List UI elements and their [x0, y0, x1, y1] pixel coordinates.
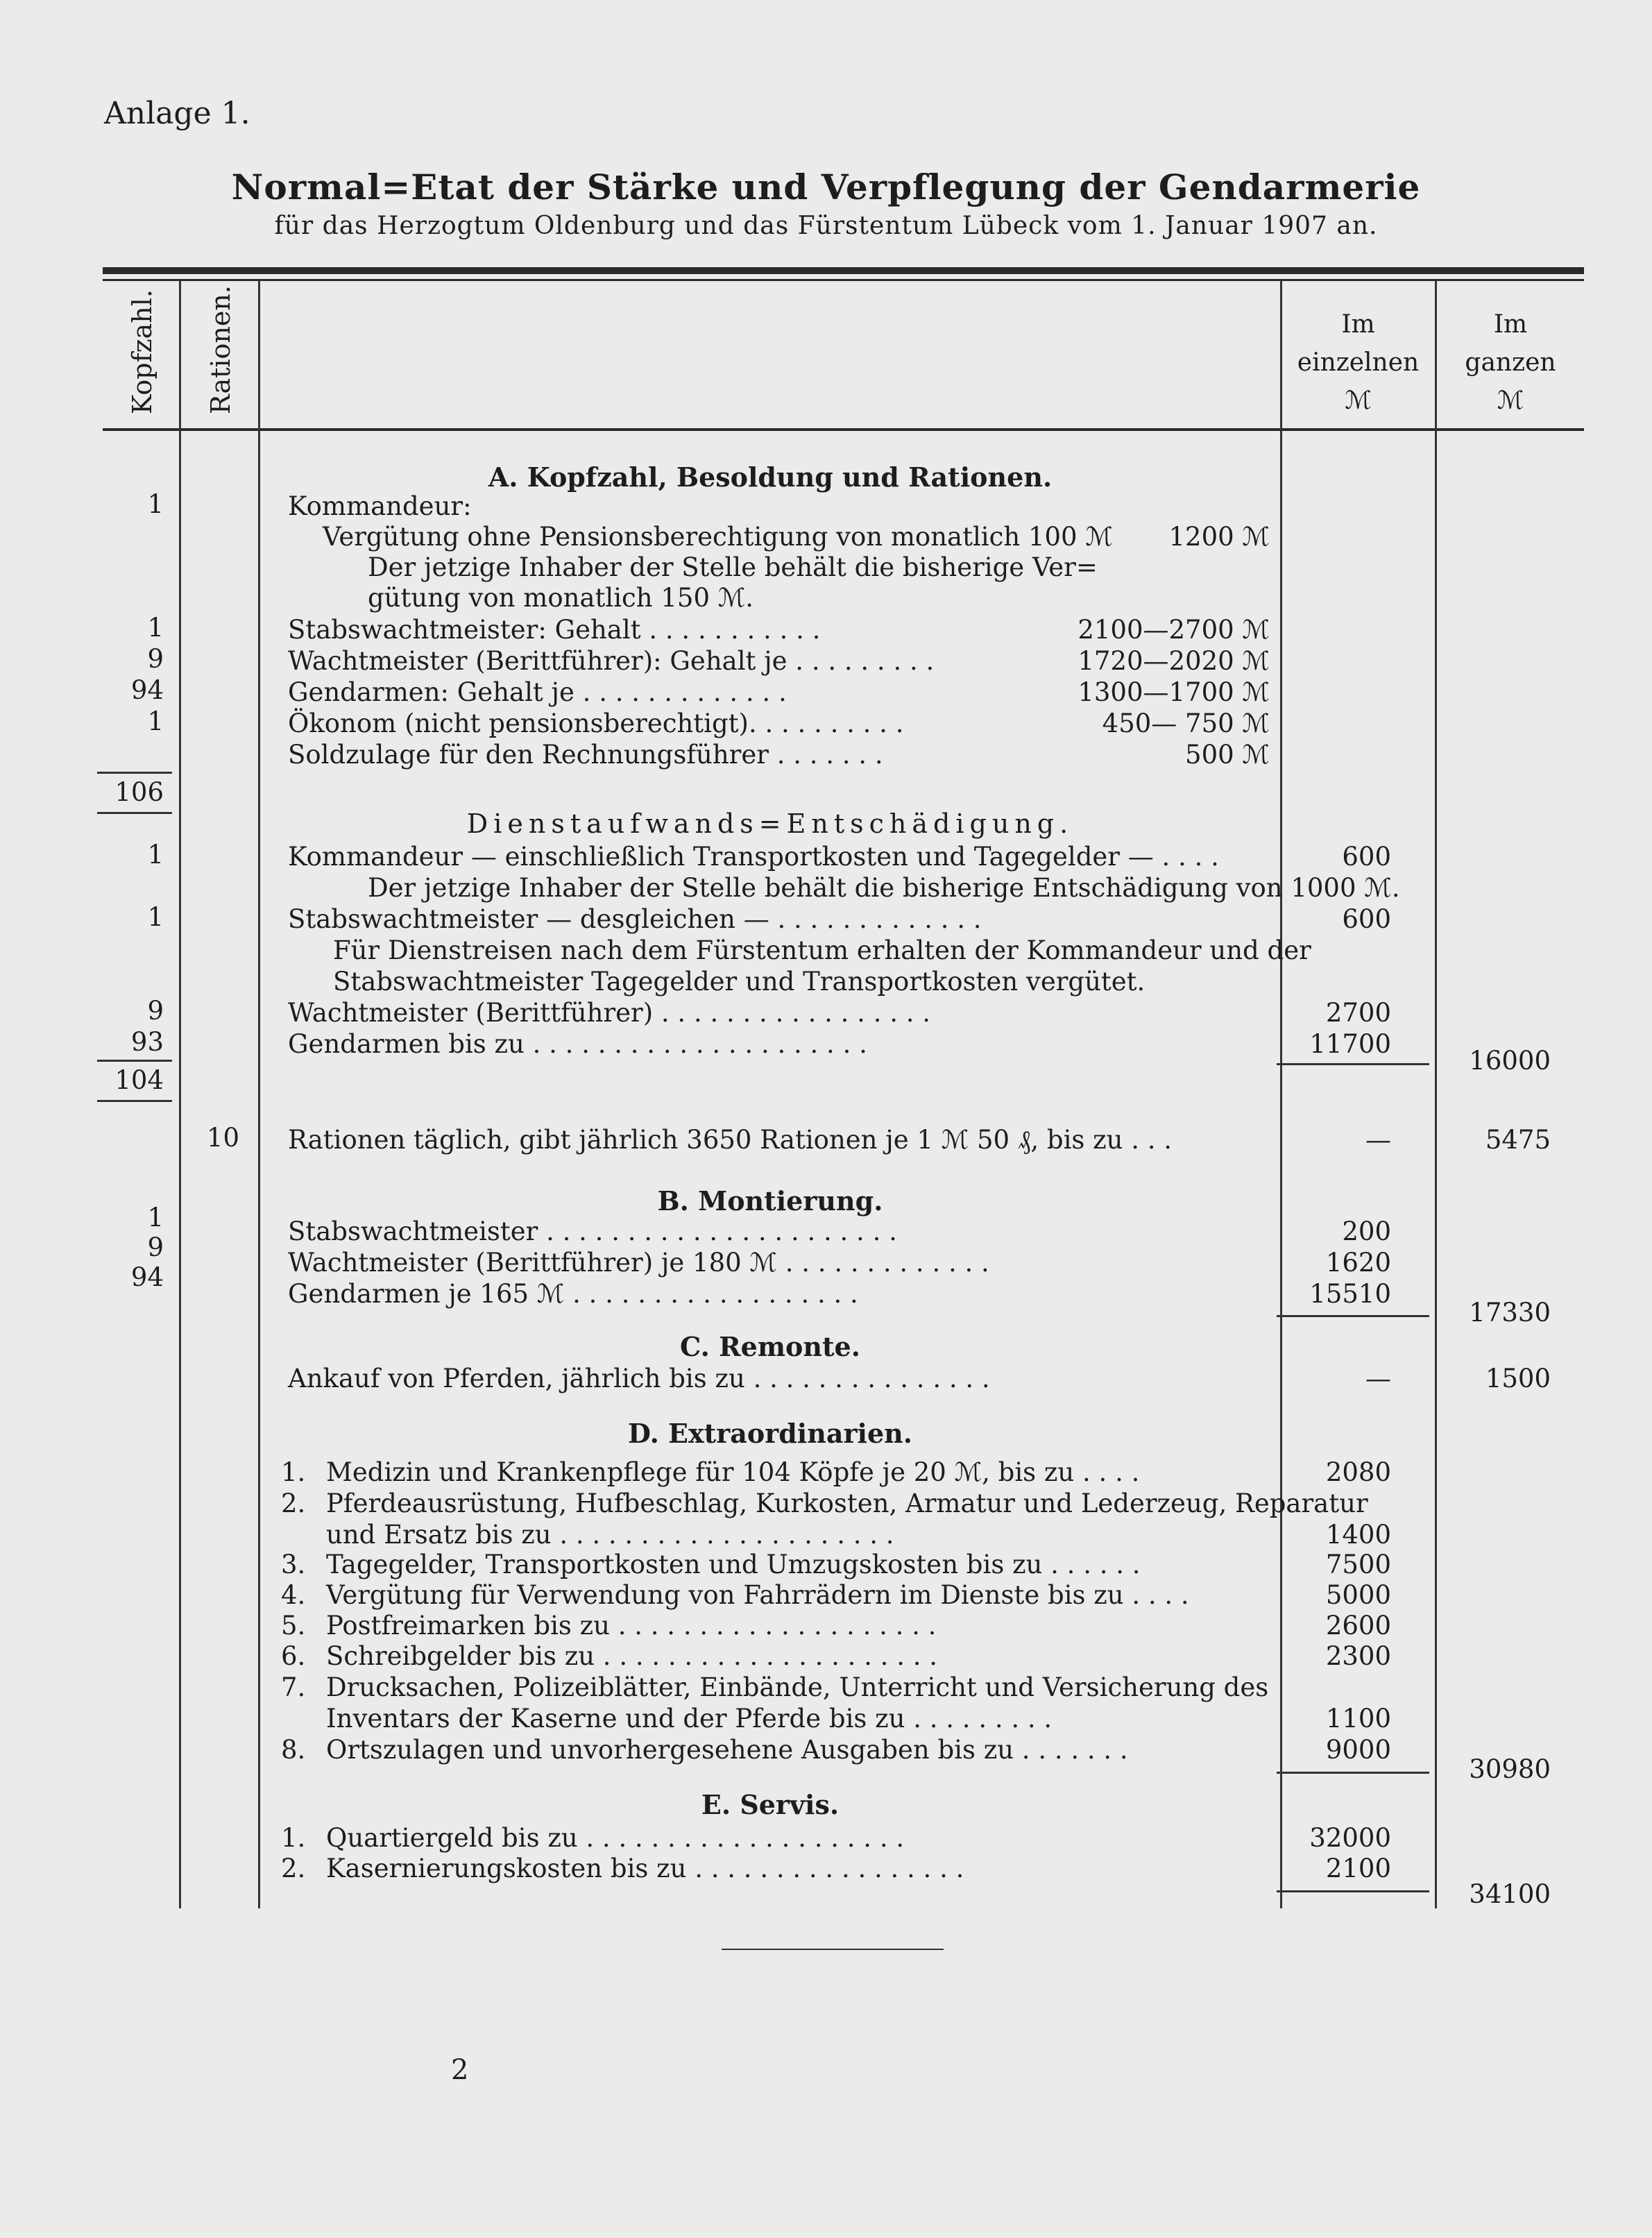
col-divider-4 — [1435, 281, 1437, 1908]
extra-7-label: Drucksachen, Polizeiblätter, Einbände, Unterricht und Versicherung des — [326, 1672, 1269, 1702]
section-d-heading: D. Extraordinarien. — [628, 1418, 912, 1449]
col-divider-2 — [258, 281, 260, 1908]
kommandeur-verguetung: Vergütung ohne Pensionsberechtigung von monatlich 100 ℳ — [323, 522, 1113, 552]
header-ganzen — [1438, 305, 1583, 420]
header-ganzen-line1: Im — [1493, 310, 1528, 339]
rationen-label: Rationen täglich, gibt jährlich 3650 Rationen je 1 ℳ 50 ₰, bis zu . . . — [288, 1125, 1173, 1155]
stabswachtmeister-kopfzahl: 1 — [147, 613, 164, 643]
stabswachtmeister-amount: 2100—2700 ℳ — [1078, 615, 1270, 645]
dienst-wacht-amount: 2700 — [1325, 998, 1391, 1028]
dienst-wacht-label: Wachtmeister (Berittführer) . . . . . . . . . . . . . . . . . — [288, 998, 931, 1028]
top-rule-thick — [103, 267, 1584, 274]
soldzulage-amount: 500 ℳ — [1185, 740, 1270, 770]
section-a-total: 16000 — [1469, 1046, 1551, 1076]
extra-2-num: 2. — [281, 1489, 306, 1518]
dienst-sum-rule — [1277, 1063, 1429, 1065]
oekonom-amount: 450— 750 ℳ — [1102, 709, 1270, 738]
dienst-stabs-kopfzahl: 1 — [147, 902, 164, 932]
remonte-label: Ankauf von Pferden, jährlich bis zu . . . . . . . . . . . . . . . — [288, 1364, 990, 1393]
extra-3-num: 3. — [281, 1550, 306, 1579]
dienst-kommandeur-kopfzahl: 1 — [147, 840, 164, 870]
montierung-wacht-amount: 1620 — [1325, 1248, 1391, 1278]
stabswachtmeister-label: Stabswachtmeister: Gehalt . . . . . . . . . . . — [288, 615, 821, 645]
page-number: 2 — [451, 2054, 469, 2086]
top-rule-thin — [103, 279, 1584, 281]
wachtmeister-amount: 1720—2020 ℳ — [1078, 646, 1270, 676]
section-e-heading: E. Servis. — [701, 1789, 840, 1820]
servis-2-amount: 2100 — [1325, 1854, 1391, 1883]
oekonom-label: Ökonom (nicht pensionsberechtigt). . . . . . . . . . — [288, 709, 904, 738]
dienst-kommandeur-note: Der jetzige Inhaber der Stelle behält die bisherige Entschädigung von 1000 ℳ. — [368, 873, 1400, 903]
col-divider-3 — [1280, 281, 1282, 1908]
extra-6-label: Schreibgelder bis zu . . . . . . . . . . . . . . . . . . . . . — [326, 1641, 938, 1671]
wachtmeister-kopfzahl: 9 — [147, 644, 164, 674]
montierung-gend-label: Gendarmen je 165 ℳ . . . . . . . . . . . . . . . . . . — [288, 1279, 858, 1309]
dienst-stabs-label: Stabswachtmeister — desgleichen — . . . . . . . . . . . . . — [288, 904, 982, 934]
header-ganzen-unit: ℳ — [1497, 387, 1524, 415]
remonte-ganzen: 1500 — [1485, 1364, 1551, 1393]
header-einzelnen-line2: einzelnen — [1297, 348, 1420, 377]
extra-2-amount: 1400 — [1325, 1520, 1391, 1550]
header-ganzen-line2: ganzen — [1465, 348, 1556, 377]
dienst-gend-label: Gendarmen bis zu . . . . . . . . . . . . . . . . . . . . . — [288, 1029, 867, 1059]
servis-1-amount: 32000 — [1309, 1823, 1391, 1853]
col-divider-1-head — [179, 281, 181, 430]
extra-3-amount: 7500 — [1325, 1550, 1391, 1579]
rationen-ganzen: 5475 — [1485, 1125, 1551, 1155]
extra-5-num: 5. — [281, 1611, 306, 1641]
kommandeur-verguetung-amount: 1200 ℳ — [1168, 522, 1270, 552]
servis-sum-rule — [1277, 1890, 1429, 1892]
extra-7-num: 7. — [281, 1672, 306, 1702]
remonte-einzelnen: — — [1365, 1364, 1391, 1393]
montierung-stabs-amount: 200 — [1342, 1217, 1391, 1246]
extra-5-label: Postfreimarken bis zu . . . . . . . . . . . . . . . . . . . . — [326, 1611, 937, 1641]
wachtmeister-label: Wachtmeister (Berittführer): Gehalt je . . . . . . . . . — [288, 646, 935, 676]
dienst-wacht-kopfzahl: 9 — [147, 996, 164, 1026]
kommandeur-inhaber-line1: Der jetzige Inhaber der Stelle behält die bisherige Ver= — [368, 552, 1098, 582]
extra-7-label-cont: Inventars der Kaserne und der Pferde bis zu . . . . . . . . . — [326, 1704, 1053, 1733]
dienst-stabs-amount: 600 — [1342, 904, 1391, 934]
extra-4-label: Vergütung für Verwendung von Fahrrädern im Dienste bis zu . . . . — [326, 1580, 1189, 1610]
kommandeur-kopfzahl: 1 — [147, 489, 164, 519]
document-subtitle: für das Herzogtum Oldenburg und das Fürstentum Lübeck vom 1. Januar 1907 an. — [274, 212, 1378, 240]
servis-2-num: 2. — [281, 1854, 306, 1883]
dienst-reise-line1: Für Dienstreisen nach dem Fürstentum erhalten der Kommandeur und der — [333, 935, 1311, 965]
extra-8-amount: 9000 — [1325, 1735, 1391, 1765]
header-einzelnen-unit: ℳ — [1345, 387, 1372, 415]
document-title: Normal=Etat der Stärke und Verpflegung der Gendarmerie — [231, 167, 1421, 207]
header-einzelnen-line1: Im — [1341, 310, 1375, 339]
montierung-sum-rule — [1277, 1315, 1429, 1317]
section-b-total: 17330 — [1469, 1298, 1551, 1328]
dienst-gend-kopfzahl: 93 — [130, 1027, 164, 1057]
kommandeur-label: Kommandeur: — [288, 491, 472, 521]
servis-2-label: Kasernierungskosten bis zu . . . . . . . . . . . . . . . . . — [326, 1854, 964, 1883]
extra-2-label-cont: und Ersatz bis zu . . . . . . . . . . . . . . . . . . . . . — [326, 1520, 894, 1550]
montierung-wacht-kopfzahl: 9 — [147, 1232, 164, 1262]
kopfzahl-sum-rule-a-bottom — [97, 812, 172, 814]
extra-8-label: Ortszulagen und unvorhergesehene Ausgaben bis zu . . . . . . . — [326, 1735, 1128, 1765]
dienst-reise-line2: Stabswachtmeister Tagegelder und Transportkosten vergütet. — [333, 967, 1146, 997]
montierung-wacht-label: Wachtmeister (Berittführer) je 180 ℳ . . . . . . . . . . . . . — [288, 1248, 989, 1278]
dienst-gend-amount: 11700 — [1309, 1029, 1391, 1059]
kommandeur-inhaber-line2: gütung von monatlich 150 ℳ. — [368, 583, 754, 613]
rationen-einzelnen: — — [1365, 1125, 1391, 1155]
extra-sum-rule — [1277, 1772, 1429, 1774]
header-einzelnen — [1284, 305, 1433, 420]
montierung-stabs-label: Stabswachtmeister . . . . . . . . . . . . . . . . . . . . . . — [288, 1217, 897, 1246]
col-divider-1 — [179, 430, 181, 1908]
extra-3-label: Tagegelder, Transportkosten und Umzugskosten bis zu . . . . . . — [326, 1550, 1141, 1579]
dienst-kommandeur-label: Kommandeur — einschließlich Transportkosten und Tagegelder — . . . . — [288, 842, 1219, 872]
header-rule — [103, 428, 1584, 431]
section-a-heading: A. Kopfzahl, Besoldung und Rationen. — [488, 461, 1053, 493]
extra-4-amount: 5000 — [1325, 1580, 1391, 1610]
extra-7-amount: 1100 — [1325, 1704, 1391, 1733]
extra-6-amount: 2300 — [1325, 1641, 1391, 1671]
rationen-count: 10 — [206, 1123, 239, 1153]
kopfzahl-total-a: 106 — [114, 777, 164, 807]
section-c-heading: C. Remonte. — [680, 1331, 860, 1362]
extra-5-amount: 2600 — [1325, 1611, 1391, 1641]
kopfzahl-sum-rule-b-bottom — [97, 1100, 172, 1102]
dienst-kommandeur-amount: 600 — [1342, 842, 1391, 872]
kopfzahl-sum-rule-a — [97, 772, 172, 774]
gendarmen-amount: 1300—1700 ℳ — [1078, 677, 1270, 707]
montierung-stabs-kopfzahl: 1 — [147, 1203, 164, 1232]
soldzulage-label: Soldzulage für den Rechnungsführer . . . . . . . — [288, 740, 883, 770]
servis-1-label: Quartiergeld bis zu . . . . . . . . . . . . . . . . . . . . — [326, 1823, 905, 1853]
header-kopfzahl: Kopfzahl. — [127, 289, 157, 414]
extra-1-label: Medizin und Krankenpflege für 104 Köpfe je 20 ℳ, bis zu . . . . — [326, 1457, 1140, 1487]
montierung-gend-amount: 15510 — [1309, 1279, 1391, 1309]
section-d-total: 30980 — [1469, 1754, 1551, 1784]
gendarmen-kopfzahl: 94 — [130, 675, 164, 705]
end-rule — [722, 1949, 944, 1950]
extra-1-num: 1. — [281, 1457, 306, 1487]
extra-1-amount: 2080 — [1325, 1457, 1391, 1487]
annex-label: Anlage 1. — [104, 96, 250, 131]
header-rationen: Rationen. — [205, 285, 236, 414]
extra-2-label: Pferdeausrüstung, Hufbeschlag, Kurkosten, Armatur und Lederzeug, Reparatur — [326, 1489, 1368, 1518]
section-e-total: 34100 — [1469, 1879, 1551, 1909]
oekonom-kopfzahl: 1 — [147, 706, 164, 736]
dienstaufwand-heading: Dienstaufwands=Entschädigung. — [466, 808, 1074, 839]
section-b-heading: B. Montierung. — [657, 1185, 883, 1217]
extra-4-num: 4. — [281, 1580, 306, 1610]
kopfzahl-total-b: 104 — [114, 1065, 164, 1095]
kopfzahl-sum-rule-b — [97, 1060, 172, 1062]
extra-8-num: 8. — [281, 1735, 306, 1765]
servis-1-num: 1. — [281, 1823, 306, 1853]
gendarmen-label: Gendarmen: Gehalt je . . . . . . . . . . . . . — [288, 677, 787, 707]
montierung-gend-kopfzahl: 94 — [130, 1262, 164, 1292]
extra-6-num: 6. — [281, 1641, 306, 1671]
